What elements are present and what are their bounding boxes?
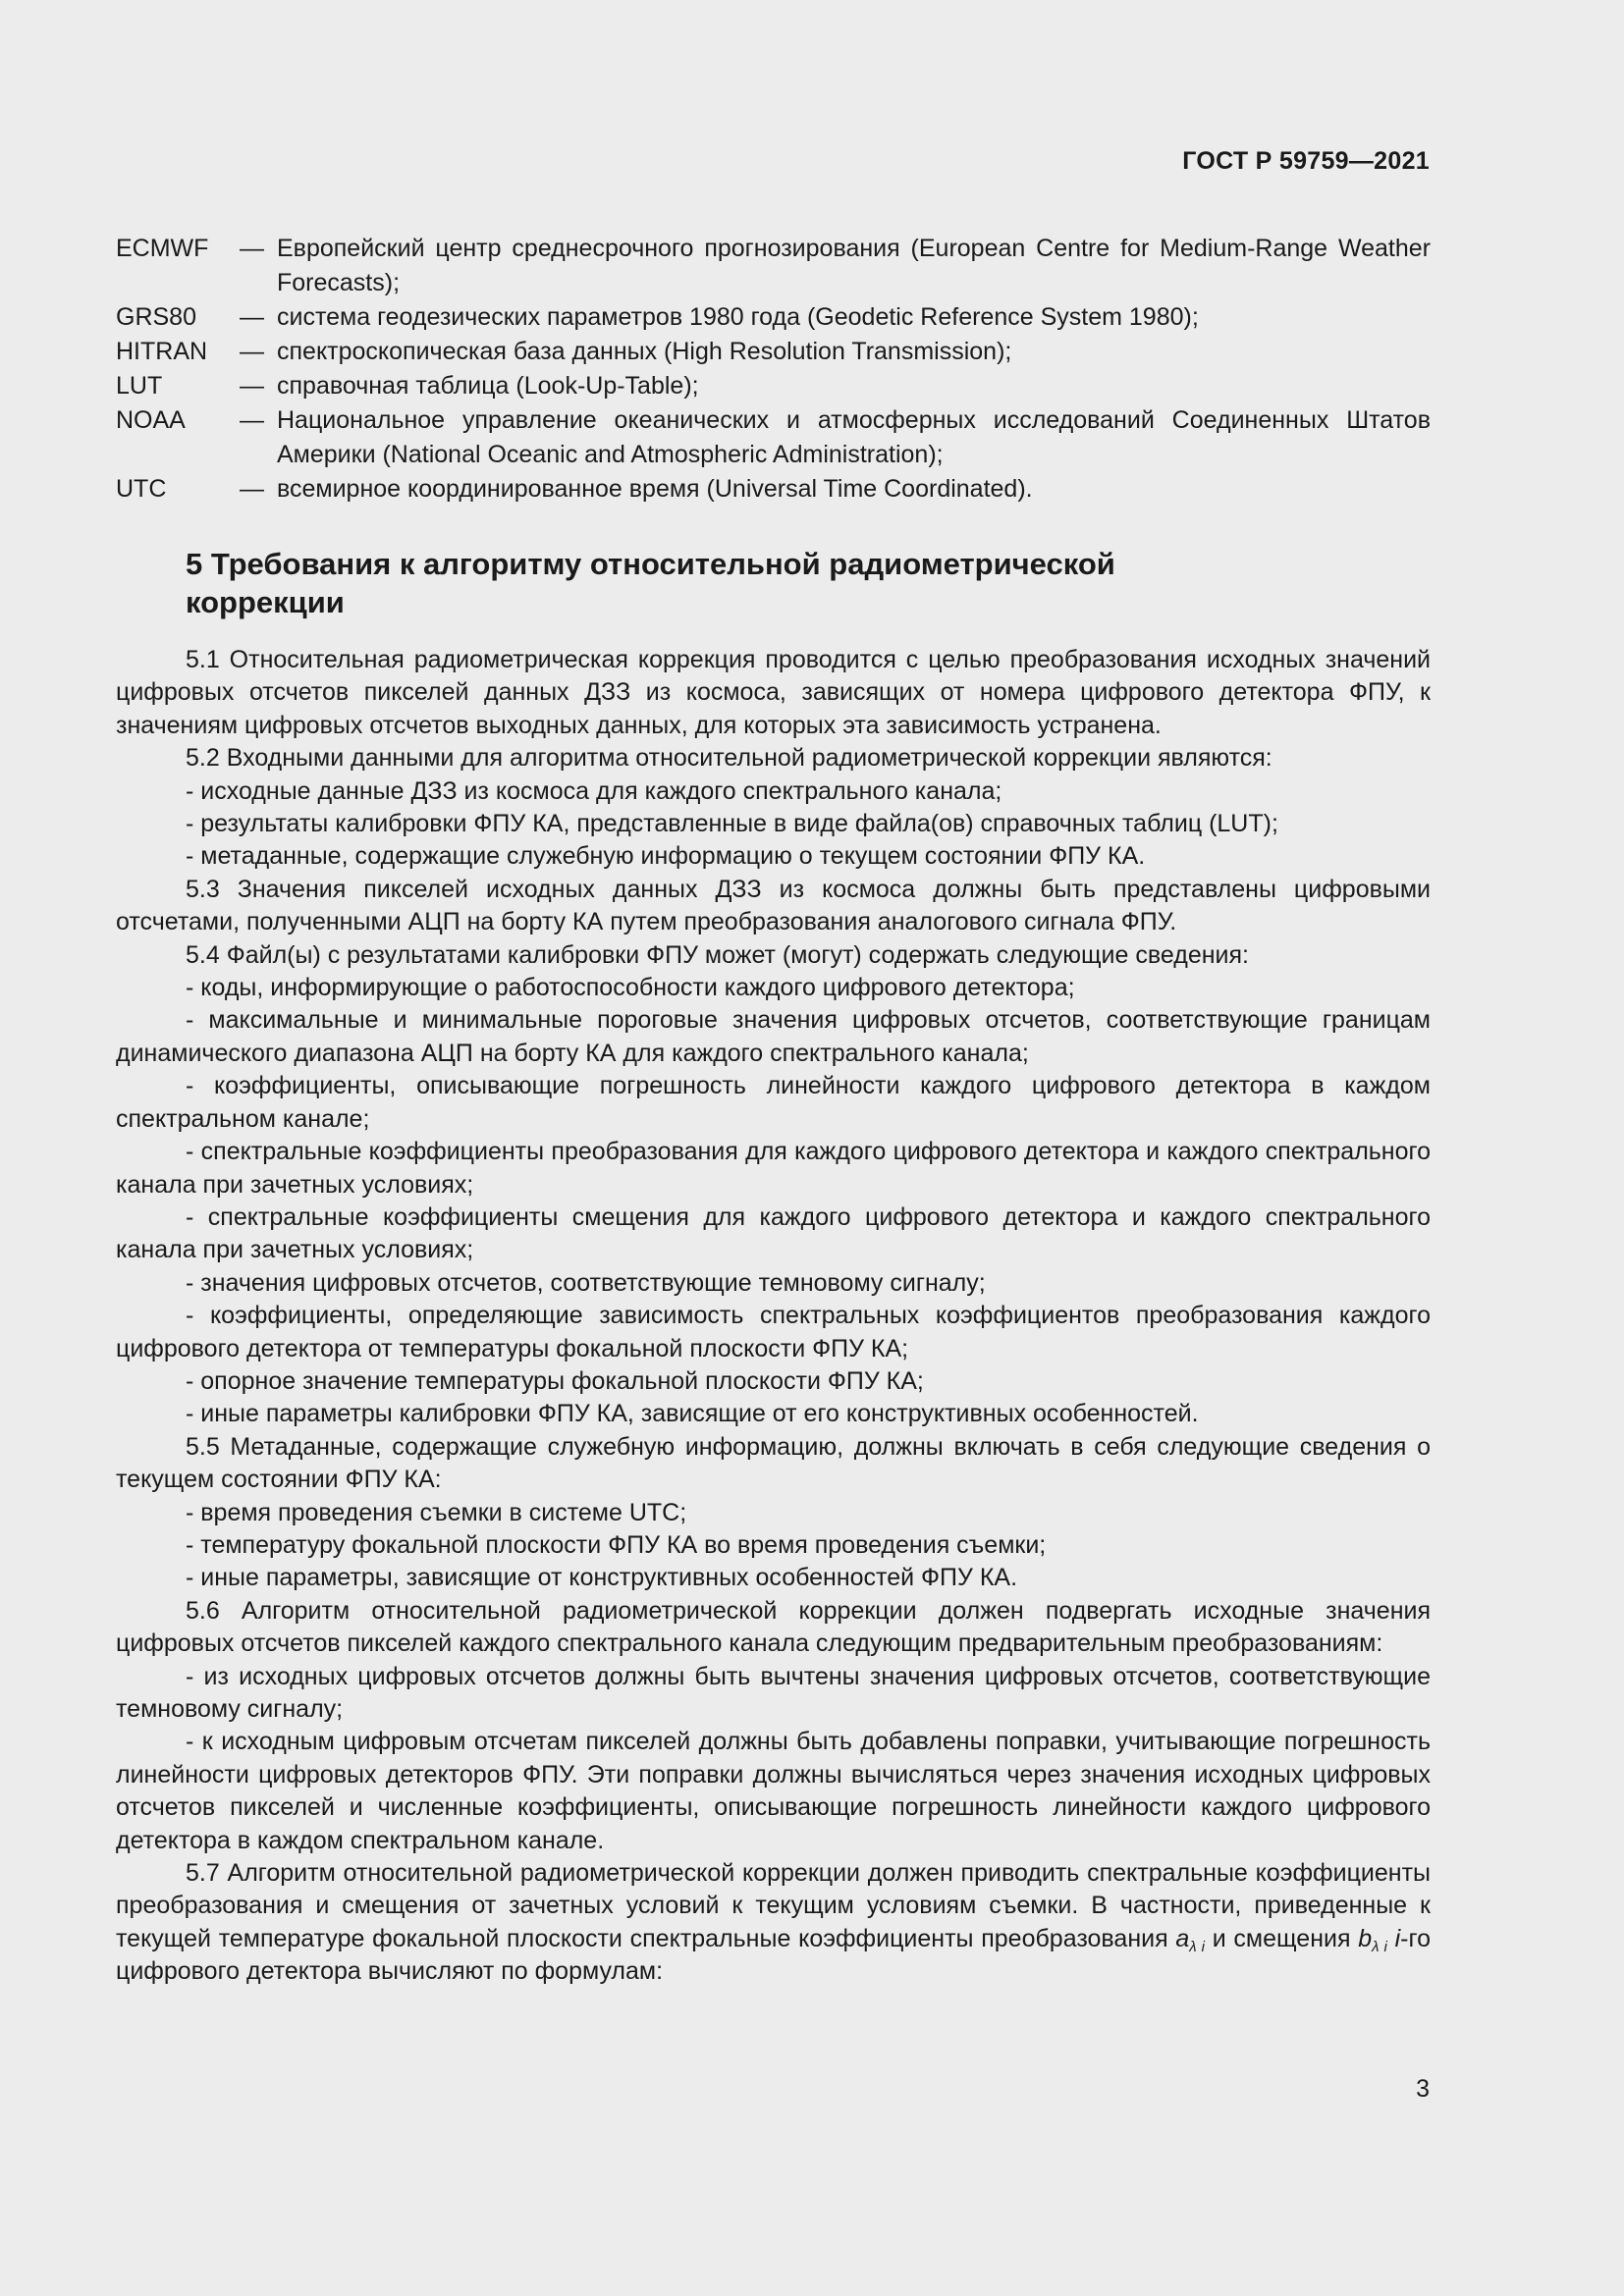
section-title: 5 Требования к алгоритму относительной радиометрической коррекции bbox=[186, 547, 1115, 619]
abbreviation-term: UTC bbox=[116, 475, 167, 503]
abbreviation-term: GRS80 bbox=[116, 303, 196, 331]
abbreviation-dash: — bbox=[240, 338, 264, 365]
body-paragraph: 5.1 Относительная радиометрическая коррекция проводится с целью преобразования исходных значений цифровых отсчетов пикселей данных ДЗЗ из космоса, зависящих от номера цифрового детектора ФПУ, к значениям цифровых отсчетов выходных данных, для которых эта зависимость устранена. bbox=[116, 646, 1431, 739]
body-paragraph: 5.3 Значения пикселей исходных данных ДЗЗ из космоса должны быть представлены цифровыми отсчетами, полученными АЦП на борту КА путем преобразования аналогового сигнала ФПУ. bbox=[116, 875, 1431, 936]
abbreviation-dash: — bbox=[240, 406, 264, 434]
body-paragraph: - результаты калибровки ФПУ КА, представленные в виде файла(ов) справочных таблиц (LUT); bbox=[186, 810, 1278, 838]
paragraph-5-7: 5.7 Алгоритм относительной радиометрической коррекции должен приводить спектральные коэффициенты преобразования и смещения от зачетных условий к текущим условиям съемки. В частности, приведенные к текущей температуре фокальной плоскости спектральные коэффициенты преобразования $a_{\lambda i}$ и смещения $b_{\lambda i}$ i-го цифрового детектора вычисляют по формулам: bbox=[116, 1859, 1431, 1986]
body-paragraph: - максимальные и минимальные пороговые значения цифровых отсчетов, соответствующие границам динамического диапазона АЦП на борту КА для каждого спектрального канала; bbox=[116, 1006, 1431, 1067]
abbreviation-definition: всемирное координированное время (Universal Time Coordinated). bbox=[277, 475, 1033, 503]
abbreviation-definition: Национальное управление океанических и атмосферных исследований Соединенных Штатов Америки (National Oceanic and Atmospheric Administration); bbox=[277, 406, 1431, 468]
body-paragraph: - время проведения съемки в системе UTC; bbox=[186, 1498, 687, 1526]
abbreviation-row bbox=[116, 232, 1431, 300]
abbreviation-definition: спектроскопическая база данных (High Resolution Transmission); bbox=[277, 338, 1012, 365]
abbreviation-row bbox=[116, 300, 1431, 335]
body-paragraph: - значения цифровых отсчетов, соответствующие темновому сигналу; bbox=[186, 1268, 986, 1297]
body-paragraph: - к исходным цифровым отсчетам пикселей должны быть добавлены поправки, учитывающие погрешность линейности цифровых детекторов ФПУ. Эти поправки должны вычисляться через значения исходных цифровых отсчетов пикселей и численные коэффициенты, описывающие погрешность линейности каждого цифрового детектора в каждом спектральном канале. bbox=[116, 1728, 1431, 1854]
section-body bbox=[116, 644, 1431, 1989]
body-paragraph: 5.6 Алгоритм относительной радиометрической коррекции должен подвергать исходные значения цифровых отсчетов пикселей каждого спектрального канала следующим предварительным преобразованиям: bbox=[116, 1596, 1431, 1658]
abbreviation-definition: справочная таблица (Look-Up-Table); bbox=[277, 372, 699, 400]
page-number: 3 bbox=[1416, 2075, 1430, 2103]
abbreviation-dash: — bbox=[240, 475, 264, 503]
abbreviation-term: NOAA bbox=[116, 406, 186, 434]
coefficient-b-symbol: $b_{\lambda i}$ bbox=[1358, 1924, 1387, 1955]
body-paragraph: - спектральные коэффициенты смещения для каждого цифрового детектора и каждого спектрального канала при зачетных условиях; bbox=[116, 1202, 1431, 1264]
body-paragraph: 5.4 Файл(ы) с результатами калибровки ФПУ может (могут) содержать следующие сведения: bbox=[186, 940, 1249, 969]
body-paragraph: - коэффициенты, описывающие погрешность линейности каждого цифрового детектора в каждом спектральном канале; bbox=[116, 1072, 1431, 1133]
abbreviation-term: HITRAN bbox=[116, 338, 208, 365]
body-paragraph: - метаданные, содержащие служебную информацию о текущем состоянии ФПУ КА. bbox=[186, 842, 1146, 871]
body-paragraph: - температуру фокальной плоскости ФПУ КА во время проведения съемки; bbox=[186, 1530, 1047, 1559]
abbreviation-definition: система геодезических параметров 1980 года (Geodetic Reference System 1980); bbox=[277, 303, 1199, 331]
body-paragraph: - спектральные коэффициенты преобразования для каждого цифрового детектора и каждого спектрального канала при зачетных условиях; bbox=[116, 1138, 1431, 1199]
body-paragraph: - коэффициенты, определяющие зависимость спектральных коэффициентов преобразования каждого цифрового детектора от температуры фокальной плоскости ФПУ КА; bbox=[116, 1302, 1431, 1362]
abbreviation-term: ECMWF bbox=[116, 235, 209, 262]
abbreviation-row bbox=[116, 403, 1431, 472]
abbreviation-row bbox=[116, 472, 1431, 507]
body-paragraph: - иные параметры калибровки ФПУ КА, зависящие от его конструктивных особенностей. bbox=[186, 1400, 1199, 1428]
body-paragraph: - исходные данные ДЗЗ из космоса для каждого спектрального канала; bbox=[186, 776, 1002, 805]
abbreviations-list bbox=[116, 232, 1431, 507]
abbreviation-dash: — bbox=[240, 235, 264, 262]
abbreviation-dash: — bbox=[240, 303, 264, 331]
body-paragraph: - из исходных цифровых отсчетов должны быть вычтены значения цифровых отсчетов, соответствующие темновому сигналу; bbox=[116, 1662, 1431, 1723]
abbreviation-row bbox=[116, 369, 1431, 403]
standard-code-header: ГОСТ Р 59759—2021 bbox=[1182, 147, 1430, 175]
abbreviation-dash: — bbox=[240, 372, 264, 400]
body-paragraph: - иные параметры, зависящие от конструктивных особенностей ФПУ КА. bbox=[186, 1564, 1018, 1592]
abbreviation-row bbox=[116, 335, 1431, 369]
coefficient-a-symbol: $a_{\lambda i}$ bbox=[1175, 1924, 1205, 1955]
abbreviation-definition: Европейский центр среднесрочного прогнозирования (European Centre for Medium-Range Weather Forecasts); bbox=[277, 235, 1431, 296]
body-paragraph: - коды, информирующие о работоспособности каждого цифрового детектора; bbox=[186, 974, 1075, 1002]
abbreviation-term: LUT bbox=[116, 372, 163, 400]
body-paragraph: - опорное значение температуры фокальной плоскости ФПУ КА; bbox=[186, 1366, 924, 1395]
body-paragraph: 5.2 Входными данными для алгоритма относительной радиометрической коррекции являются: bbox=[186, 744, 1272, 773]
body-paragraph: 5.5 Метаданные, содержащие служебную информацию, должны включать в себя следующие сведения о текущем состоянии ФПУ КА: bbox=[116, 1432, 1431, 1494]
